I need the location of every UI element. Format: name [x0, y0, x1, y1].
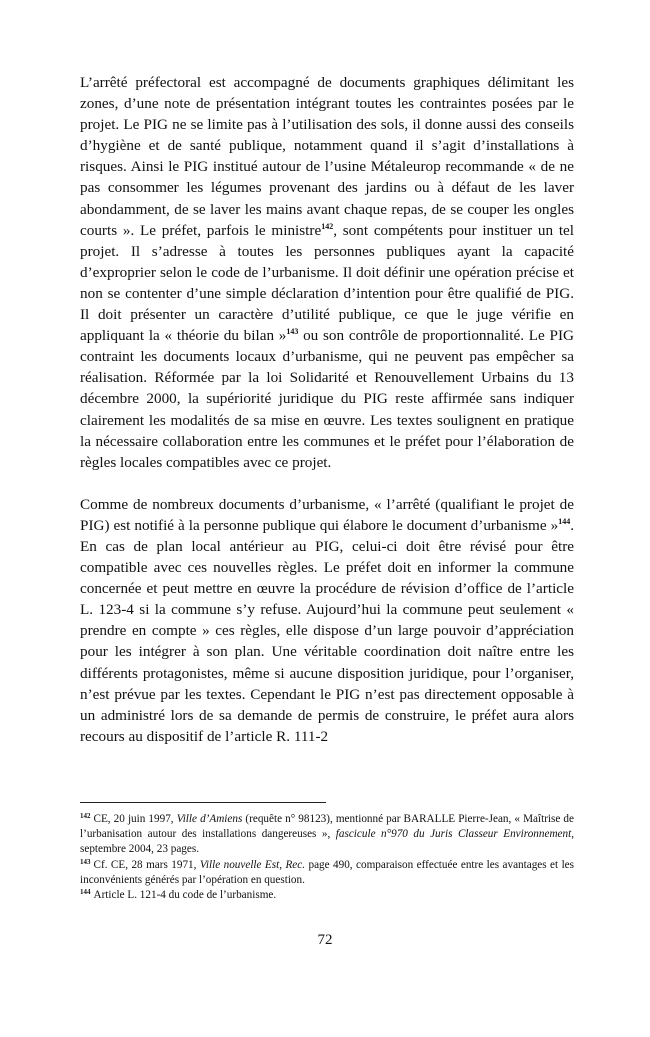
- footnote-text: Cf. CE, 28 mars 1971,: [93, 858, 200, 871]
- paragraph-text: ou son contrôle de proportionnalité. Le PIG contraint les documents locaux d’urbanisme, qui ne peuvent pas empêcher sa réalisation. Réformée par la loi Solidarité et Renouvellement Urbains du 13 décembre 2000, la supériorité juridique du PIG reste affirmée sans indiquer clairement les modalités de sa mise en œuvre. Les textes soulignent en pratique la nécessaire collaboration entre les communes et le préfet pour l’élaboration de règles locales compatibles avec ce projet.: [80, 327, 574, 471]
- footnote-text: , septembre 2004, 23 pages.: [80, 828, 574, 856]
- paragraph-text: , sont compétents pour instituer un tel projet. Il s’adresse à toutes les personnes publiques ayant la capacité d’exproprier selon le code de l’urbanisme. Il doit définir une opération précise et non se contenter d’une simple déclaration d’intention pour être qualifié de PIG. Il doit présenter un caractère d’utilité publique, ce que le juge vérifie en appliquant la « théorie du bilan »: [80, 221, 574, 345]
- footnote-text: page 490, comparaison effectuée entre les avantages et les inconvénients générés par l’opération en question.: [80, 858, 574, 886]
- footnote-number: 142: [80, 812, 91, 820]
- footnote-142: [80, 812, 574, 858]
- footnote-ref[interactable]: 142: [321, 221, 334, 231]
- footnote-text: Article L. 121-4 du code de l’urbanisme.: [93, 889, 277, 902]
- footnote-text: CE, 20 juin 1997,: [93, 813, 177, 825]
- footnote-number: 144: [80, 888, 91, 897]
- footnote-ref[interactable]: 143: [286, 327, 299, 337]
- paragraph-text: L’arrêté préfectoral est accompagné de documents graphiques délimitant les zones, d’une note de présentation intégrant toutes les contraintes posées par le projet. Le PIG ne se limite pas à l’utilisation des sols, il donne aussi des conseils d’hygiène et de santé publique, notamment quand il s’agit d’installations à risques. Ainsi le PIG institué autour de l’usine Métaleurop recommande « de ne pas consommer les légumes provenant des jardins ou à défaut de les laver abondamment, de se laver les mains avant chaque repas, de se couper les ongles courts ». Le préfet, parfois le ministre: [80, 74, 574, 239]
- footnote-separator: [80, 802, 326, 803]
- page-number: 72: [317, 932, 333, 948]
- footnote-ref[interactable]: 144: [558, 516, 571, 526]
- footnote-144: [80, 888, 574, 903]
- paragraph-1: [80, 72, 574, 473]
- footnotes: [80, 812, 574, 903]
- footnote-143: [80, 858, 574, 888]
- paragraph-text: . En cas de plan local antérieur au PIG, celui-ci doit être révisé pour être compatible avec ces nouvelles règles. Le préfet doit en informer la commune concernée et peut mettre en œuvre la procédure de révision d’office de l’article L. 123-4 si la commune s’y refuse. Aujourd’hui la commune peut seulement « prendre en compte » ces règles, elle dispose d’un large pouvoir d’appréciation pour les intégrer à son plan. Une véritable coordination doit naître entre les différents protagonistes, même si aucune disposition juridique, pour l’organiser, n’est prévue par les textes. Cependant le PIG n’est pas directement opposable à un administré lors de sa demande de permis de construire, le préfet aura alors recours au dispositif de l’article R. 111-2: [80, 516, 574, 745]
- paragraph-2: [80, 494, 574, 747]
- footnote-italic: fascicule n°970 du Juris Classeur Environnement: [335, 828, 572, 841]
- paragraph-text: Comme de nombreux documents d’urbanisme, « l’arrêté (qualifiant le projet de PIG) est notifié à la personne publique qui élabore le document d’urbanisme »: [80, 495, 574, 534]
- footnote-italic: Ville nouvelle Est, Rec.: [199, 858, 306, 871]
- footnote-number: 143: [80, 857, 91, 866]
- footnote-italic: Ville d’Amiens: [176, 813, 243, 825]
- footnote-text: (requête n° 98123), mentionné par BARALLE Pierre-Jean, « Maîtrise de l’urbanisation autour des installations dangereuses »,: [80, 813, 574, 841]
- page-body: [80, 72, 574, 747]
